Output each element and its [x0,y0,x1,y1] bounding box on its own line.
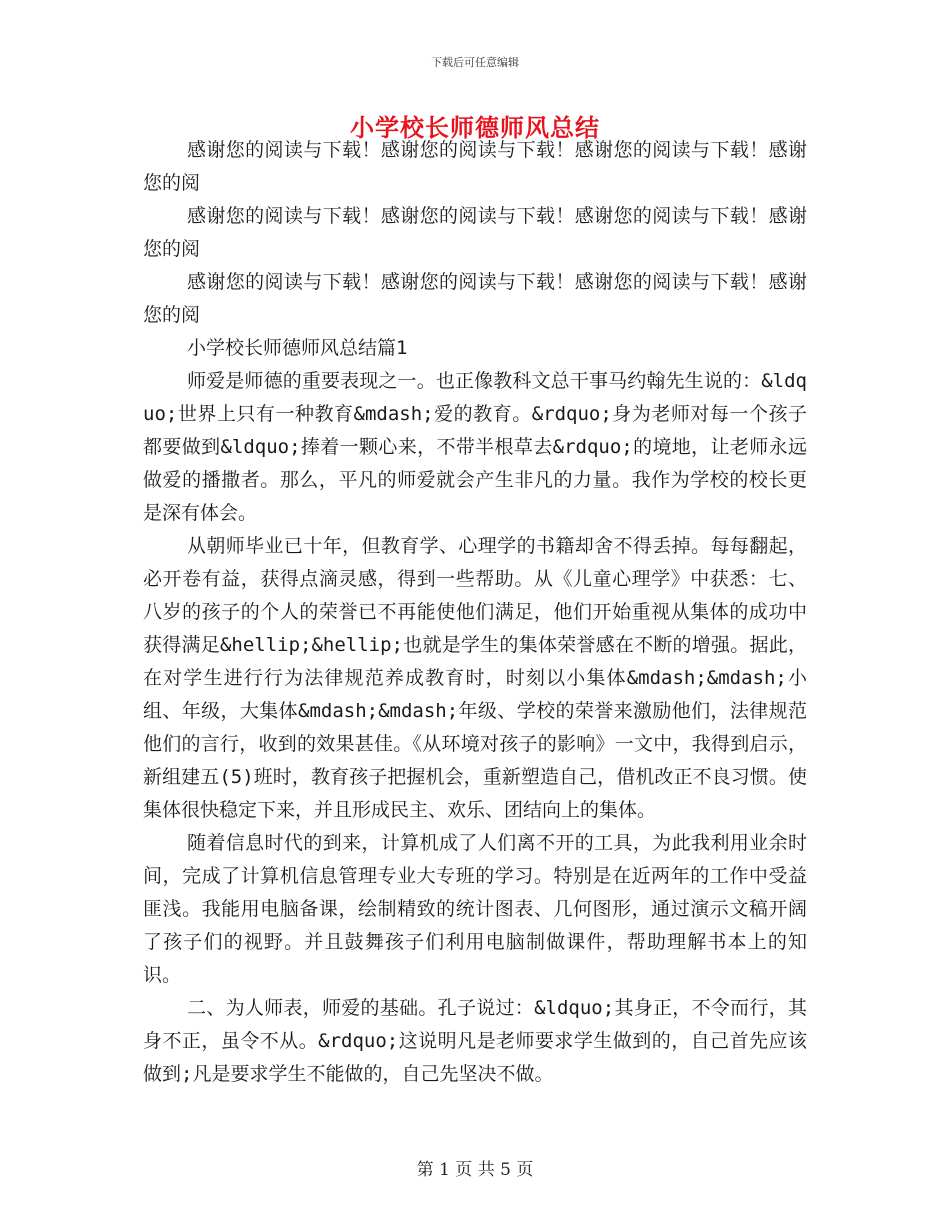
document-title: 小学校长师德师风总结 [350,114,600,142]
body-paragraph: 感谢您的阅读与下载！感谢您的阅读与下载！感谢您的阅读与下载！感谢您的阅 [143,205,807,260]
body-paragraph: 师爱是师德的重要表现之一。也正像教科文总干事马约翰先生说的：&ldquo;世界上只有一种教育&mdash;爱的教育。&rdquo;身为老师对每一个孩子都要做到&ldquo;捧着一颗心来，不带半根草去&rdquo;的境地，让老师永远做爱的播撒者。那么，平凡的师爱就会产生非凡的力量。我作为学校的校长更是深有体会。 [143,370,807,524]
body-paragraph: 感谢您的阅读与下载！感谢您的阅读与下载！感谢您的阅读与下载！感谢您的阅 [143,271,807,326]
section-heading: 小学校长师德师风总结篇1 [187,337,408,359]
body-paragraph: 二、为人师表，师爱的基础。孔子说过：&ldquo;其身正，不令而行，其身不正，虽令不从。&rdquo;这说明凡是老师要求学生做到的，自己首先应该做到;凡是要求学生不能做的，自己先坚决不做。 [143,997,807,1085]
body-paragraph: 感谢您的阅读与下载！感谢您的阅读与下载！感谢您的阅读与下载！感谢您的阅 [143,139,807,194]
page-header: 下载后可任意编辑 [431,56,519,69]
body-paragraph: 从朝师毕业已十年，但教育学、心理学的书籍却舍不得丢掉。每每翻起，必开卷有益，获得点滴灵感，得到一些帮助。从《儿童心理学》中获悉：七、八岁的孩子的个人的荣誉已不再能使他们满足，他们开始重视从集体的成功中获得满足&hellip;&hellip;也就是学生的集体荣誉感在不断的增强。据此，在对学生进行行为法律规范养成教育时，时刻以小集体&mdash;&mdash;小组、年级，大集体&mdash;&mdash;年级、学校的荣誉来激励他们，法律规范他们的言行，收到的效果甚佳。《从环境对孩子的影响》一文中，我得到启示，新组建五(5)班时，教育孩子把握机会，重新塑造自己，借机改正不良习惯。使集体很快稳定下来，并且形成民主、欢乐、团结向上的集体。 [143,535,807,821]
body-paragraph: 随着信息时代的到来，计算机成了人们离不开的工具，为此我利用业余时间，完成了计算机信息管理专业大专班的学习。特别是在近两年的工作中受益匪浅。我能用电脑备课，绘制精致的统计图表、几何图形，通过演示文稿开阔了孩子们的视野。并且鼓舞孩子们利用电脑制做课件，帮助理解书本上的知识。 [143,832,807,986]
document-body [143,134,807,1091]
page-footer: 第 1 页 共 5 页 [416,1160,534,1180]
